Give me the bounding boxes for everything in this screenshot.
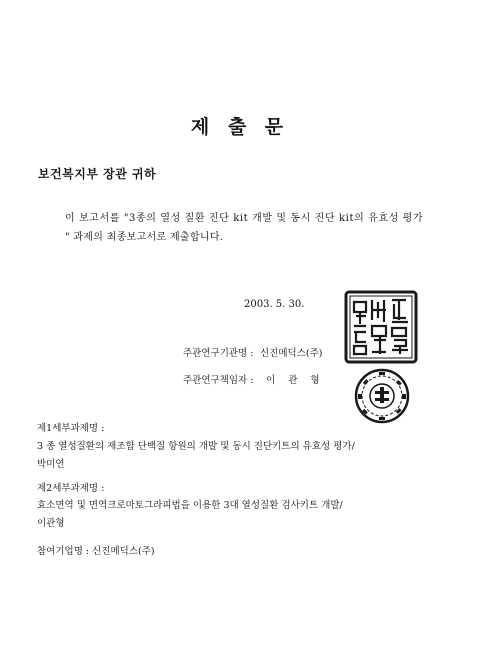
org-label: 주관연구기관명 : <box>183 348 254 359</box>
sub1-title: 3 종 열성질환의 재조합 단백질 항원의 개발 및 동시 진단키트의 유효성 평가/ <box>37 441 355 452</box>
sub2-person: 이관형 <box>37 518 65 529</box>
company-stamp-icon <box>353 367 411 425</box>
sub1-person: 박미연 <box>37 459 65 470</box>
body-line-2: " 과제의 최종보고서로 제출합니다. <box>65 232 224 243</box>
org-value: 신진메딕스(주) <box>260 348 323 359</box>
lead-value: 이 관 형 <box>266 375 325 386</box>
participant-company: 참여기업명 : 신진메딕스(주) <box>37 546 155 557</box>
lead-label: 주관연구책임자 : <box>183 375 254 386</box>
recipient: 보건복지부 장관 귀하 <box>38 167 157 181</box>
official-seal-icon <box>344 290 418 364</box>
submission-date: 2003. 5. 30. <box>244 299 305 310</box>
body-line-1: 이 보고서를 "3종의 열성 질환 진단 kit 개발 및 동시 진단 kit의 유효성 평가 <box>65 213 424 224</box>
sub2-title: 효소면역 및 면역크로마토그라피법을 이용한 3대 열성질환 검사키트 개발/ <box>37 500 343 511</box>
sub2-heading: 제2세부과제명 : <box>37 483 105 494</box>
sub1-heading: 제1세부과제명 : <box>37 423 105 434</box>
page-title: 제 출 문 <box>190 116 290 138</box>
